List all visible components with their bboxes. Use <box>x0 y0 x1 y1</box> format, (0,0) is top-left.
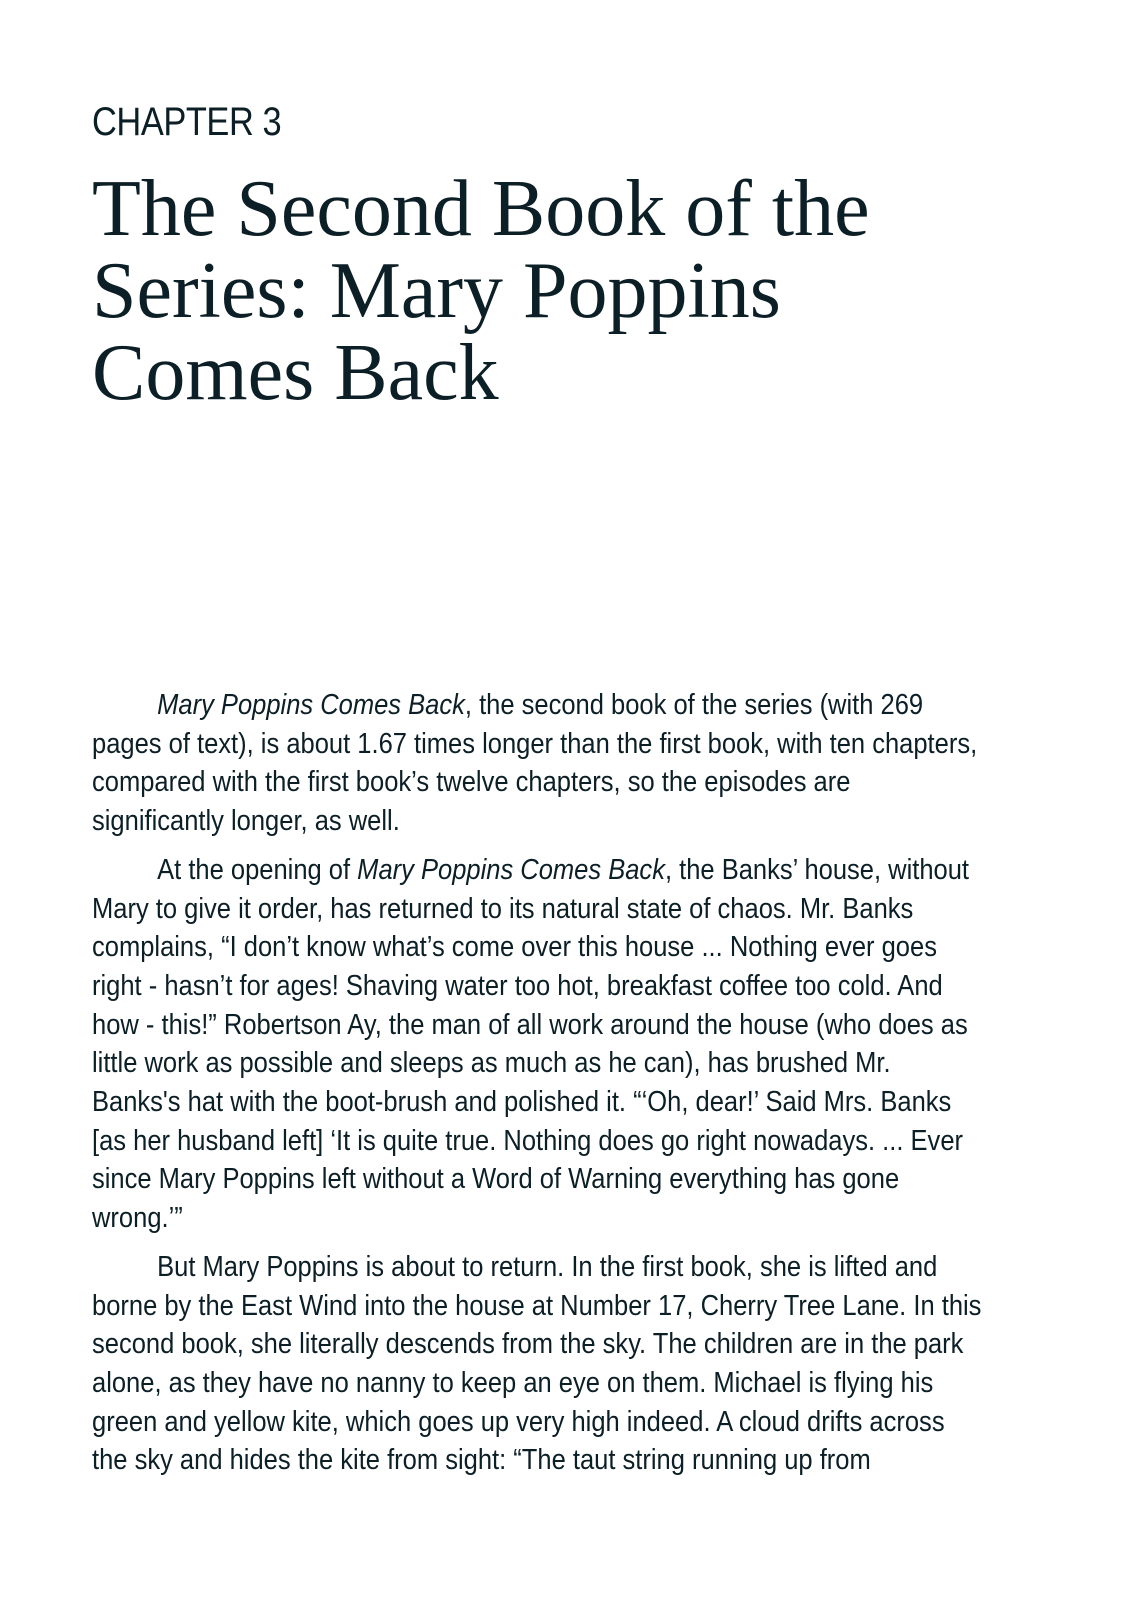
text-line: alone, as they have no nanny to keep an eye on them. Michael is flying his <box>92 1366 934 1399</box>
paragraph <box>92 1248 1056 1480</box>
book-title-italic: Mary Poppins Comes Back <box>157 689 465 721</box>
text-line: the sky and hides the kite from sight: “The taut string running up from <box>92 1444 871 1477</box>
text-line: [as her husband left] ‘It is quite true. Nothing does go right nowadays. ... Ever <box>92 1124 964 1157</box>
text-segment: , the second book of the series (with 269 <box>464 689 924 721</box>
chapter-title-line: The Second Book of the <box>92 165 870 253</box>
text-line <box>92 851 1056 890</box>
text-line: pages of text), is about 1.67 times longer than the first book, with ten chapters, <box>92 727 978 760</box>
text-line: how - this!” Robertson Ay, the man of all work around the house (who does as <box>92 1008 968 1041</box>
text-line: right - hasn’t for ages! Shaving water too hot, breakfast coffee too cold. And <box>92 969 943 1002</box>
book-title-italic: Mary Poppins Comes Back <box>357 853 665 886</box>
chapter-label: CHAPTER 3 <box>92 100 282 144</box>
chapter-title-line: Comes Back <box>92 329 499 417</box>
text-line: compared with the first book’s twelve chapters, so the episodes are <box>92 766 851 799</box>
text-line: Mary to give it order, has returned to its natural state of chaos. Mr. Banks <box>92 892 914 925</box>
text-line: significantly longer, as well. <box>92 805 400 838</box>
text-line: Banks's hat with the boot-brush and polished it. “‘Oh, dear!’ Said Mrs. Banks <box>92 1086 952 1119</box>
text-line: second book, she literally descends from the sky. The children are in the park <box>92 1328 964 1361</box>
text-line: But Mary Poppins is about to return. In the first book, she is lifted and <box>157 1250 938 1283</box>
text-line <box>92 686 1056 725</box>
body-text <box>92 686 1056 1490</box>
text-line: wrong.’” <box>92 1202 183 1235</box>
chapter-title-line: Series: Mary Poppins <box>92 247 781 335</box>
paragraph <box>92 851 1056 1238</box>
text-line: green and yellow kite, which goes up very high indeed. A cloud drifts across <box>92 1405 945 1438</box>
text-line: since Mary Poppins left without a Word of Warning everything has gone <box>92 1163 900 1196</box>
paragraph <box>92 686 1056 841</box>
text-segment: At the opening of <box>157 853 358 886</box>
chapter-title <box>92 165 1052 417</box>
text-line: complains, “I don’t know what’s come over this house ... Nothing ever goes <box>92 931 937 964</box>
text-line: little work as possible and sleeps as much as he can), has brushed Mr. <box>92 1047 891 1080</box>
text-segment: , the Banks’ house, without <box>664 853 970 886</box>
text-line: borne by the East Wind into the house at Number 17, Cherry Tree Lane. In this <box>92 1289 982 1322</box>
